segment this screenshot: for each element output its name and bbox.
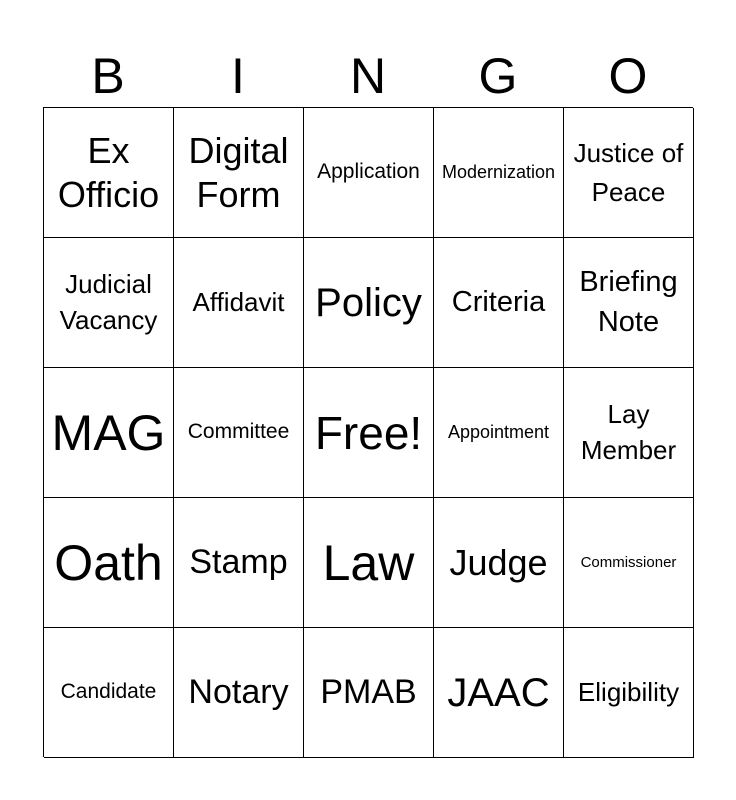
cell-label: JAAC <box>447 670 550 715</box>
bingo-cell[interactable] <box>174 238 304 368</box>
bingo-cell[interactable] <box>434 238 564 368</box>
bingo-header <box>43 44 693 108</box>
cell-label: Candidate <box>60 680 157 704</box>
bingo-cell[interactable] <box>564 628 694 758</box>
cell-label: MAG <box>51 404 166 461</box>
bingo-cell[interactable] <box>44 238 174 368</box>
bingo-cell[interactable] <box>304 628 434 758</box>
bingo-cell[interactable] <box>174 628 304 758</box>
bingo-cell[interactable] <box>304 238 434 368</box>
cell-label: Policy <box>315 280 422 325</box>
cell-label: Oath <box>54 534 163 591</box>
bingo-cell[interactable] <box>434 628 564 758</box>
bingo-cell[interactable] <box>304 498 434 628</box>
bingo-cell[interactable] <box>564 368 694 498</box>
cell-label: Appointment <box>447 422 550 443</box>
header-letter-o: O <box>608 48 648 104</box>
cell-label: Stamp <box>189 542 288 581</box>
bingo-cell[interactable] <box>304 368 434 498</box>
cell-label: Judicial Vacancy <box>59 269 158 335</box>
bingo-board <box>43 107 693 757</box>
bingo-cell[interactable] <box>564 498 694 628</box>
bingo-cell[interactable] <box>44 368 174 498</box>
cell-label: Justice of Peace <box>573 137 684 207</box>
bingo-cell[interactable] <box>44 628 174 758</box>
cell-label: Eligibility <box>577 676 680 707</box>
bingo-cell[interactable] <box>304 108 434 238</box>
bingo-cell[interactable] <box>174 368 304 498</box>
bingo-cell[interactable] <box>174 498 304 628</box>
bingo-cell[interactable] <box>44 498 174 628</box>
cell-label: Committee <box>187 420 290 444</box>
cell-label: Commissioner <box>580 553 677 571</box>
cell-label: Modernization <box>441 162 556 183</box>
cell-label: Notary <box>188 672 289 711</box>
bingo-cell[interactable] <box>564 108 694 238</box>
header-letter-i: I <box>231 48 245 104</box>
bingo-cell[interactable] <box>434 498 564 628</box>
cell-label: PMAB <box>320 672 417 711</box>
cell-label: Law <box>322 534 415 591</box>
cell-label: Free! <box>314 406 423 459</box>
bingo-cell[interactable] <box>174 108 304 238</box>
cell-label: Affidavit <box>192 286 285 317</box>
bingo-cell[interactable] <box>44 108 174 238</box>
header-letter-n: N <box>349 48 387 104</box>
cell-label: Criteria <box>451 286 546 319</box>
bingo-cell[interactable] <box>434 108 564 238</box>
header-letter-g: G <box>478 48 518 104</box>
bingo-cell[interactable] <box>434 368 564 498</box>
header-letter-b: B <box>91 48 125 104</box>
cell-label: Lay Member <box>580 399 677 465</box>
cell-label: Application <box>317 160 420 184</box>
cell-label: Ex Officio <box>57 130 160 215</box>
cell-label: Briefing Note <box>579 266 678 338</box>
bingo-cell[interactable] <box>564 238 694 368</box>
cell-label: Digital Form <box>188 130 289 215</box>
cell-label: Judge <box>449 541 548 583</box>
